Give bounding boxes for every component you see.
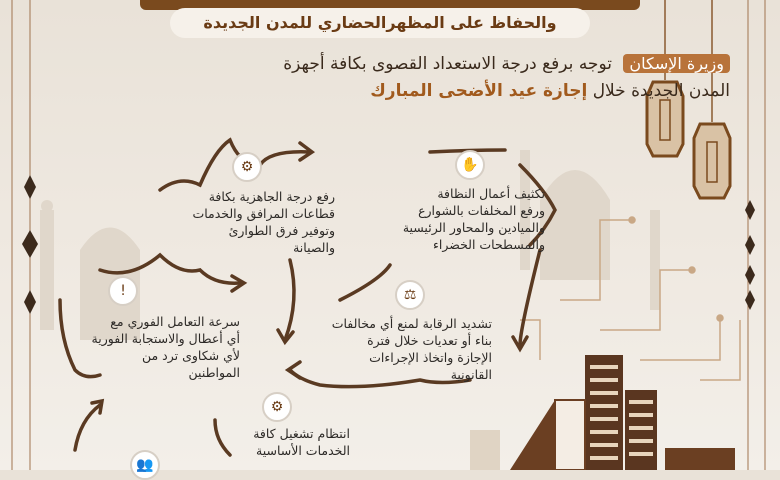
page-title: والحفاظ على المظهرالحضاري للمدن الجديدة (170, 8, 590, 38)
chat-alert-icon: ! (108, 276, 138, 306)
card-readiness-line: رفع درجة الجاهزية بكافة (208, 189, 335, 204)
card-cleaning-line: تكثيف أعمال النظافة (437, 186, 545, 201)
card-response-line: المواطنين (188, 365, 240, 380)
card-cleaning (360, 185, 545, 253)
card-cleaning-line: والميادين والمحاور الرئيسية (402, 220, 545, 235)
card-services-line: الخدمات الأساسية (256, 443, 350, 458)
card-services-line: انتظام تشغيل كافة (253, 426, 350, 441)
hand-sparkle-icon: ✋ (455, 150, 485, 180)
gavel-document-icon: ⚖ (395, 280, 425, 310)
card-cleaning-line: ورفع المخلفات بالشوارع (418, 203, 545, 218)
card-readiness-line: قطاعات المرافق والخدمات (192, 206, 335, 221)
card-response-line: لأي شكاوى ترد من (142, 348, 240, 363)
subtitle-line-2 (110, 76, 730, 106)
ministry-badge: وزيرة الإسكان (623, 54, 730, 73)
mosque-silhouette (40, 150, 660, 340)
card-monitoring-line: القانونية (450, 367, 492, 382)
card-cleaning-line: والمسطحات الخضراء (432, 237, 545, 252)
city-skyline (470, 355, 735, 470)
card-monitoring-line: تشديد الرقابة لمنع أي مخالفات (331, 316, 492, 331)
card-readiness-line: والصيانة (293, 240, 335, 255)
card-monitoring-line: الإجازة واتخاذ الإجراءات (369, 350, 492, 365)
subtitle-text-1: توجه برفع درجة الاستعداد القصوى بكافة أجهزة (283, 54, 612, 74)
gear-icon: ⚙ (262, 392, 292, 422)
right-ornament (745, 0, 765, 470)
card-response-line: أي أعطال والاستجابة الفورية (91, 331, 240, 346)
worker-gear-icon: ⚙ (232, 152, 262, 182)
subtitle-text-2: المدن الجديدة خلال (592, 81, 730, 101)
card-response-line: سرعة التعامل الفوري مع (110, 314, 240, 329)
card-readiness (150, 188, 335, 256)
card-readiness-line: وتوفير فرق الطوارئ (228, 223, 335, 238)
left-ornament (12, 0, 38, 470)
card-services (210, 425, 350, 459)
people-icon: 👥 (130, 450, 160, 480)
card-monitoring (300, 315, 492, 383)
holiday-highlight: إجازة عيد الأضحى المبارك (370, 81, 588, 101)
card-response (60, 313, 240, 381)
card-monitoring-line: بناء أو تعديات خلال فترة (367, 333, 492, 348)
